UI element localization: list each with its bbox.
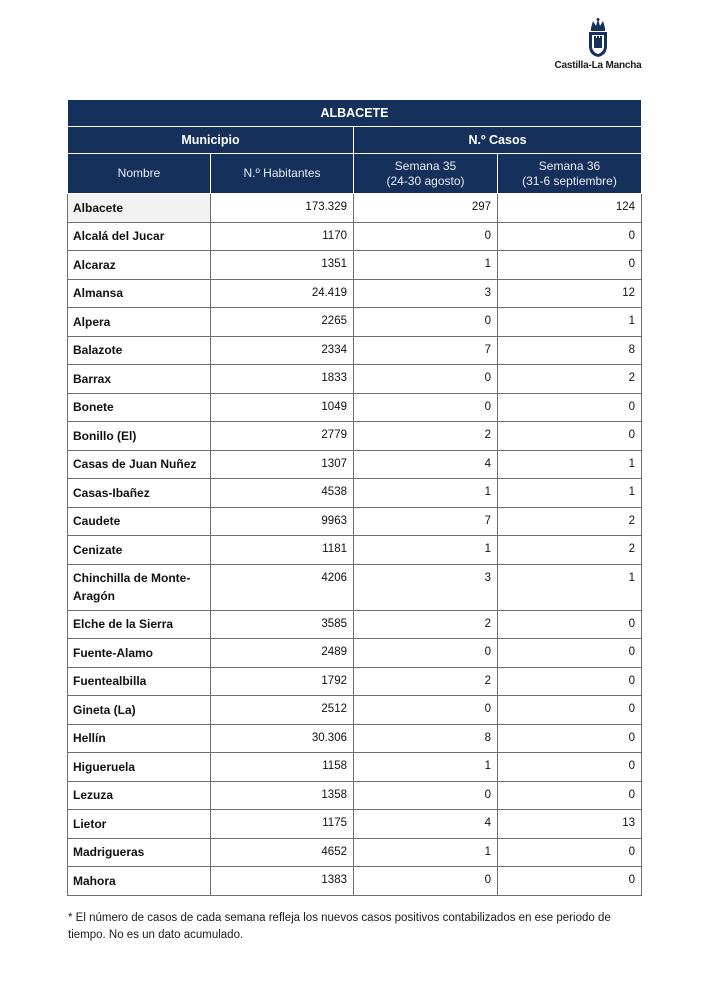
cell-semana-36: 13 (498, 810, 642, 839)
table-row (68, 393, 642, 422)
cell-nombre: Mahora (68, 867, 211, 896)
table-row (68, 696, 642, 725)
cell-habitantes: 1358 (211, 781, 354, 810)
table-row (68, 753, 642, 782)
cell-nombre: Cenizate (68, 536, 211, 565)
cell-nombre: Balazote (68, 336, 211, 365)
cell-nombre: Madrigueras (68, 838, 211, 867)
cell-semana-35: 1 (354, 753, 498, 782)
cell-semana-36: 0 (498, 667, 642, 696)
logo-text: Castilla-La Mancha (554, 60, 642, 71)
cell-semana-36: 2 (498, 507, 642, 536)
cell-semana-36: 0 (498, 251, 642, 280)
table-row (68, 610, 642, 639)
table-title-row (68, 100, 642, 127)
cell-semana-35: 2 (354, 610, 498, 639)
cell-semana-35: 0 (354, 222, 498, 251)
cell-nombre: Casas-Ibañez (68, 479, 211, 508)
cell-nombre: Caudete (68, 507, 211, 536)
cell-semana-35: 3 (354, 279, 498, 308)
cell-habitantes: 1181 (211, 536, 354, 565)
castilla-la-mancha-logo (552, 18, 644, 71)
cell-semana-35: 2 (354, 422, 498, 451)
cell-nombre: Gineta (La) (68, 696, 211, 725)
cell-habitantes: 30.306 (211, 724, 354, 753)
cell-habitantes: 2512 (211, 696, 354, 725)
cell-semana-36: 0 (498, 753, 642, 782)
table-row (68, 222, 642, 251)
cell-semana-36: 2 (498, 536, 642, 565)
table-row (68, 279, 642, 308)
cell-semana-36: 1 (498, 479, 642, 508)
cell-semana-36: 0 (498, 393, 642, 422)
cell-semana-36: 8 (498, 336, 642, 365)
cell-semana-35: 3 (354, 564, 498, 610)
table-row (68, 507, 642, 536)
cell-nombre: Alpera (68, 308, 211, 337)
cell-habitantes: 1383 (211, 867, 354, 896)
cell-nombre: Higueruela (68, 753, 211, 782)
cell-habitantes: 173.329 (211, 194, 354, 223)
cell-nombre: Fuentealbilla (68, 667, 211, 696)
cell-nombre: Lezuza (68, 781, 211, 810)
cases-table (67, 99, 642, 896)
cell-semana-36: 0 (498, 838, 642, 867)
cell-habitantes: 1175 (211, 810, 354, 839)
cell-semana-35: 8 (354, 724, 498, 753)
cell-nombre: Albacete (68, 194, 211, 223)
cell-habitantes: 1833 (211, 365, 354, 394)
cell-habitantes: 4538 (211, 479, 354, 508)
cell-semana-36: 0 (498, 422, 642, 451)
table-row (68, 838, 642, 867)
column-header-habitantes: N.º Habitantes (211, 154, 354, 194)
cell-semana-36: 12 (498, 279, 642, 308)
column-header-nombre: Nombre (68, 154, 211, 194)
cell-semana-35: 1 (354, 479, 498, 508)
cell-nombre: Almansa (68, 279, 211, 308)
cell-semana-36: 0 (498, 781, 642, 810)
cell-nombre: Alcalá del Jucar (68, 222, 211, 251)
cell-nombre: Bonillo (El) (68, 422, 211, 451)
cell-habitantes: 2779 (211, 422, 354, 451)
cell-nombre: Bonete (68, 393, 211, 422)
cell-nombre: Hellín (68, 724, 211, 753)
cell-semana-35: 0 (354, 867, 498, 896)
cell-habitantes: 9963 (211, 507, 354, 536)
cell-habitantes: 3585 (211, 610, 354, 639)
group-header-municipio: Municipio (68, 127, 354, 154)
cell-semana-36: 0 (498, 696, 642, 725)
cell-semana-35: 0 (354, 393, 498, 422)
cell-habitantes: 1049 (211, 393, 354, 422)
table-row (68, 667, 642, 696)
cell-semana-36: 0 (498, 724, 642, 753)
cell-habitantes: 1792 (211, 667, 354, 696)
cell-semana-35: 0 (354, 781, 498, 810)
cell-nombre: Alcaraz (68, 251, 211, 280)
table-row (68, 194, 642, 223)
table-row (68, 781, 642, 810)
cell-semana-35: 0 (354, 365, 498, 394)
cell-semana-35: 0 (354, 696, 498, 725)
cell-semana-36: 1 (498, 308, 642, 337)
footnote: * El número de casos de cada semana refleja los nuevos casos positivos contabilizados en ese periodo de tiempo. No es un dato acumulado. (68, 912, 611, 941)
cell-semana-36: 124 (498, 194, 642, 223)
cell-habitantes: 4206 (211, 564, 354, 610)
cell-habitantes: 2265 (211, 308, 354, 337)
cell-semana-36: 2 (498, 365, 642, 394)
column-header-semana-35: Semana 35 (24-30 agosto) (354, 154, 498, 194)
cell-nombre: Barrax (68, 365, 211, 394)
cell-habitantes: 2489 (211, 639, 354, 668)
table-row (68, 308, 642, 337)
cell-semana-35: 0 (354, 308, 498, 337)
cell-semana-35: 2 (354, 667, 498, 696)
cell-habitantes: 24.419 (211, 279, 354, 308)
cell-semana-35: 0 (354, 639, 498, 668)
table-row (68, 536, 642, 565)
cell-semana-35: 4 (354, 450, 498, 479)
cell-semana-36: 0 (498, 639, 642, 668)
table-title: ALBACETE (68, 100, 642, 127)
table-group-row (68, 127, 642, 154)
cell-semana-36: 0 (498, 867, 642, 896)
cell-semana-35: 7 (354, 507, 498, 536)
table-row (68, 336, 642, 365)
cell-semana-36: 0 (498, 610, 642, 639)
cell-semana-36: 1 (498, 564, 642, 610)
castle-crown-icon (583, 18, 613, 58)
table-row (68, 810, 642, 839)
cell-semana-35: 297 (354, 194, 498, 223)
cell-habitantes: 1307 (211, 450, 354, 479)
table-row (68, 564, 642, 610)
table-row (68, 639, 642, 668)
cell-habitantes: 4652 (211, 838, 354, 867)
table-column-row (68, 154, 642, 194)
cell-habitantes: 1158 (211, 753, 354, 782)
cell-semana-36: 0 (498, 222, 642, 251)
table-row (68, 251, 642, 280)
group-header-casos: N.º Casos (354, 127, 642, 154)
table-row (68, 422, 642, 451)
cell-nombre: Lietor (68, 810, 211, 839)
cell-semana-35: 1 (354, 838, 498, 867)
cell-semana-35: 7 (354, 336, 498, 365)
cell-nombre: Casas de Juan Nuñez (68, 450, 211, 479)
column-header-semana-36: Semana 36 (31-6 septiembre) (498, 154, 642, 194)
cell-semana-35: 4 (354, 810, 498, 839)
table-row (68, 365, 642, 394)
cell-semana-35: 1 (354, 536, 498, 565)
table-row (68, 479, 642, 508)
cell-nombre: Fuente-Alamo (68, 639, 211, 668)
cell-semana-36: 1 (498, 450, 642, 479)
cell-habitantes: 1351 (211, 251, 354, 280)
cell-nombre: Chinchilla de Monte-Aragón (68, 564, 211, 610)
cell-nombre: Elche de la Sierra (68, 610, 211, 639)
cell-habitantes: 1170 (211, 222, 354, 251)
table-row (68, 450, 642, 479)
cell-habitantes: 2334 (211, 336, 354, 365)
cell-semana-35: 1 (354, 251, 498, 280)
table-row (68, 867, 642, 896)
table-row (68, 724, 642, 753)
